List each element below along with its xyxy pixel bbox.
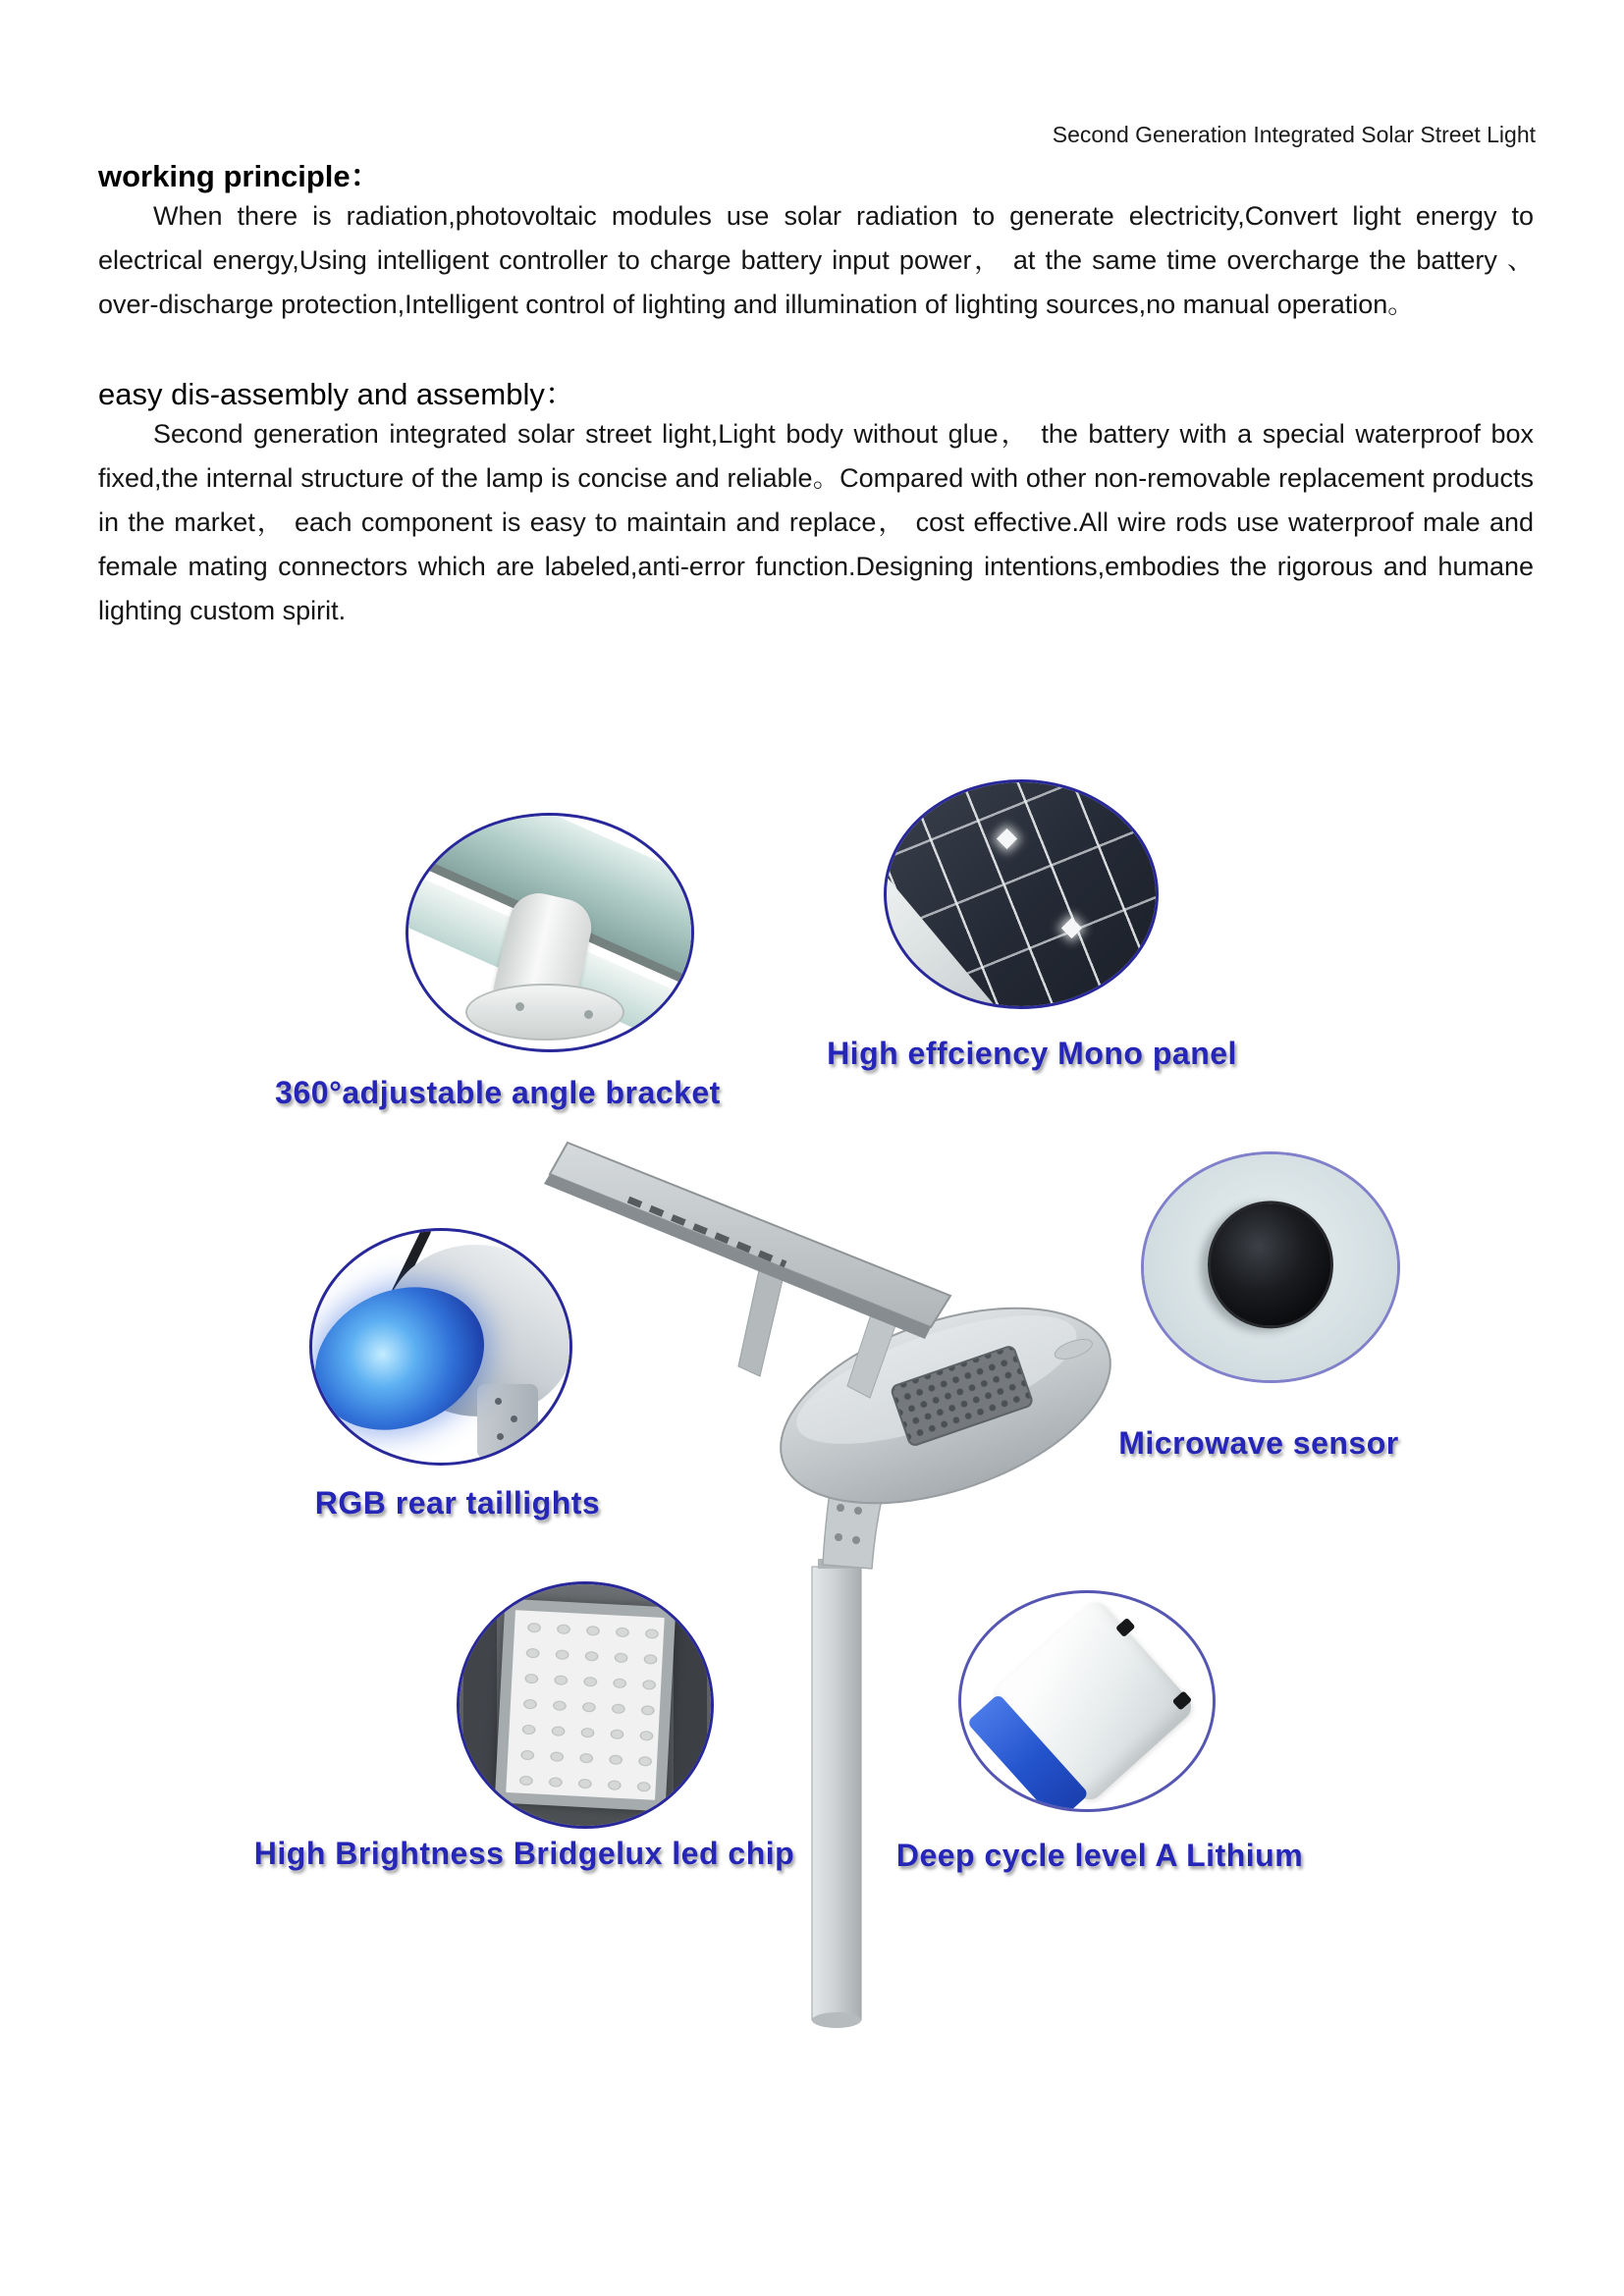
label-led-chip: High Brightness Bridgelux led chip	[253, 1836, 795, 1871]
hole-art	[497, 1433, 504, 1440]
hole-art	[495, 1398, 502, 1405]
callout-led-chip	[457, 1581, 714, 1829]
callout-angle-bracket	[406, 813, 694, 1052]
label-mono-panel: High effciency Mono panel	[827, 1036, 1237, 1071]
callout-mono-panel	[884, 779, 1159, 1009]
bolt-art	[584, 1010, 593, 1019]
solar-panel	[544, 1143, 950, 1339]
lamp-head	[756, 1270, 1136, 1542]
battery-foot-art	[1172, 1690, 1193, 1710]
paragraph-assembly: Second generation integrated solar street light,Light body without glue， the battery with a special waterproof box fixed,the internal structure of the lamp is concise and reliable。Compared with other non-removable replacement products in the market， each component is easy to maintain and replace， cost effective.All wire rods use waterproof male and female mating connectors which are labeled,anti-error function.Designing intentions,embodies the rigorous and humane lighting custom spirit.	[98, 419, 1534, 625]
label-lithium-battery: Deep cycle level A Lithium	[895, 1838, 1304, 1873]
paragraph-working-principle: When there is radiation,photovoltaic modules use solar radiation to generate electricity,Convert light energy to electrical energy,Using intelligent controller to charge battery input power， at the same time overcharge the battery 、over-discharge protection,Intelligent control of lighting and illumination of lighting sources,no manual operation。	[98, 201, 1534, 319]
label-angle-bracket: 360°adjustable angle bracket	[275, 1075, 721, 1110]
label-microwave-sensor: Microwave sensor	[1118, 1425, 1399, 1461]
heading-assembly: easy dis-assembly and assembly：	[98, 377, 575, 411]
frame-bar-art	[674, 1584, 707, 1826]
callout-lithium-battery	[958, 1590, 1216, 1812]
pole	[812, 1559, 861, 2028]
callout-rgb-taillight	[309, 1228, 572, 1466]
frame-bar-art	[463, 1584, 497, 1826]
heading-working-principle: working principle：	[98, 159, 381, 193]
battery-foot-art	[1115, 1618, 1136, 1637]
callout-microwave-sensor	[1141, 1151, 1400, 1383]
led-module-art	[495, 1599, 677, 1812]
bracket-base-art	[465, 984, 624, 1041]
label-rgb-taillight: RGB rear taillights	[314, 1485, 601, 1521]
hole-art	[511, 1415, 517, 1422]
sensor-disc-art	[1208, 1201, 1333, 1328]
page-header: Second Generation Integrated Solar Street Light	[1052, 122, 1536, 147]
battery-box-art	[989, 1597, 1197, 1805]
mount-spigot-art	[477, 1384, 538, 1459]
